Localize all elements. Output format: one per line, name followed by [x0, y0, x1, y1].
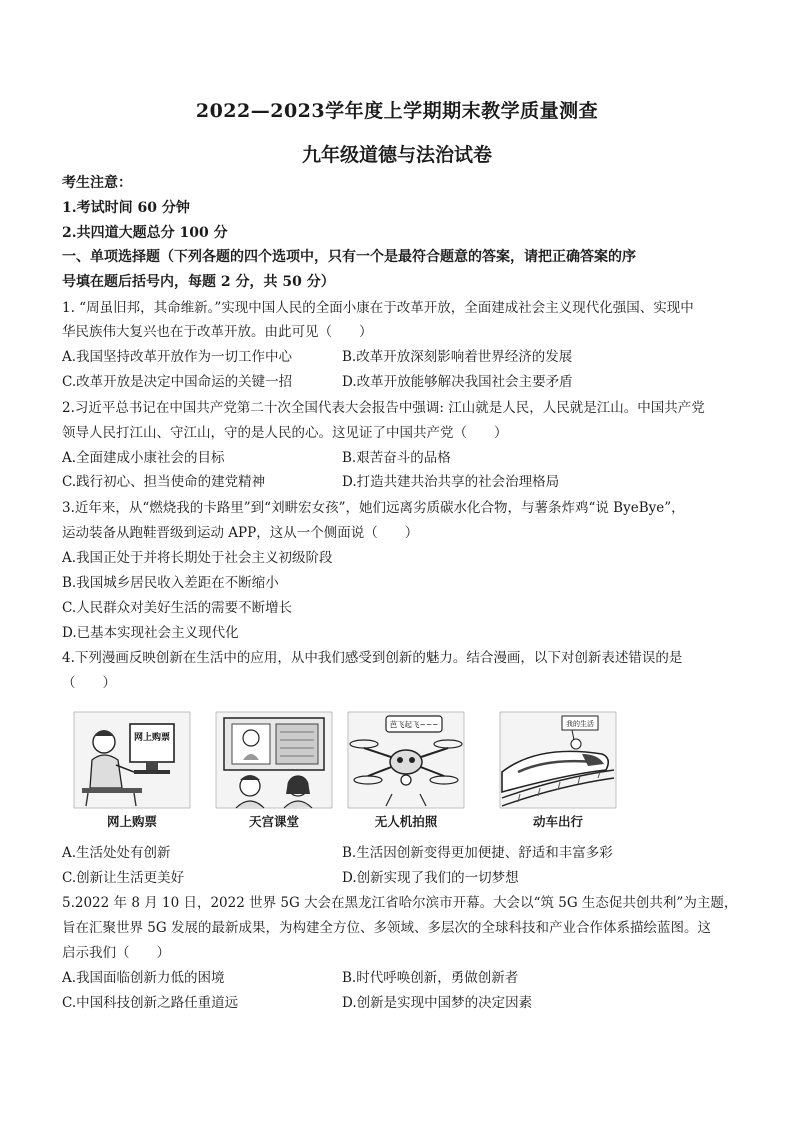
- question-3-stem: 3.近年来，从“燃烧我的卡路里”到“刘畊宏女孩”，她们远离劣质碳水化合物，与薯条炸鸡“说 ByeBye”，: [62, 500, 685, 516]
- question-1-option-d: D.改革开放能够解决我国社会主要矛盾: [342, 374, 573, 390]
- comic-3-bubble-text: 芭飞起飞~~~: [389, 720, 439, 729]
- question-4-stem-cont: （ ）: [62, 675, 116, 691]
- question-2-stem: 2.习近平总书记在中国共产党第二十次全国代表大会报告中强调: 江山就是人民，人民就是江山。中国共产党: [62, 400, 705, 416]
- comic-2-caption: 天宫课堂: [248, 814, 299, 829]
- question-2-option-b: B.艰苦奋斗的品格: [342, 450, 451, 466]
- question-2-stem-cont: 领导人民打江山、守江山，守的是人民的心。这见证了中国共产党（ ）: [62, 425, 508, 441]
- question-5-stem-cont: 旨在汇聚世界 5G 发展的最新成果，为构建全方位、多领域、多层次的全球科技和产业合作体系描绘蓝图。这: [62, 920, 711, 936]
- question-1-option-c: C.改革开放是决定中国命运的关键一招: [62, 374, 293, 390]
- section-1-heading-cont: 号填在题后括号内，每题 2 分，共 50 分）: [62, 274, 335, 290]
- question-5-stem: 5.2022 年 8 月 10 日，2022 世界 5G 大会在黑龙江省哈尔滨市开幕。大会以“筑 5G 生态促共创共利”为主题，: [62, 895, 738, 911]
- comic-4-sign-text: 我的生活: [566, 720, 594, 728]
- comic-drone-photo-image: [346, 710, 466, 810]
- question-5-option-d: D.创新是实现中国梦的决定因素: [342, 995, 533, 1011]
- question-5-option-c: C.中国科技创新之路任重道远: [62, 995, 239, 1011]
- question-5-option-a: A.我国面临创新力低的困境: [62, 970, 225, 986]
- exam-title: 2022—2023学年度上学期期末教学质量测查: [195, 100, 599, 122]
- question-2-option-a: A.全面建成小康社会的目标: [62, 450, 225, 466]
- question-4-option-a: A.生活处处有创新: [62, 845, 171, 861]
- question-3-stem-cont: 运动装备从跑鞋晋级到运动 APP，这从一个侧面说（ ）: [62, 525, 419, 541]
- question-5-option-b: B.时代呼唤创新，勇做创新者: [342, 970, 519, 986]
- section-1-heading: 一、单项选择题（下列各题的四个选项中，只有一个是最符合题意的答案，请把正确答案的序: [62, 249, 636, 265]
- comic-1-caption: 网上购票: [106, 814, 157, 829]
- question-2-option-c: C.践行初心、担当使命的建党精神: [62, 474, 266, 490]
- comic-tiangong-classroom-image: [214, 710, 334, 810]
- question-1-option-b: B.改革开放深刻影响着世界经济的发展: [342, 349, 573, 365]
- exam-subtitle: 九年级道德与法治试卷: [301, 144, 492, 166]
- question-3-option-a: A.我国正处于并将长期处于社会主义初级阶段: [62, 550, 333, 566]
- notice-item-1: 1.考试时间 60 分钟: [62, 200, 190, 216]
- comic-4-caption: 动车出行: [532, 814, 583, 829]
- question-5-stem-cont-2: 启示我们（ ）: [62, 945, 170, 961]
- question-3-option-d: D.已基本实现社会主义现代化: [62, 625, 239, 641]
- comic-1-sign-text: 网上购票: [133, 733, 171, 743]
- notice-item-2: 2.共四道大题总分 100 分: [62, 225, 228, 241]
- comic-bullet-train-image: [498, 710, 618, 810]
- question-4-stem: 4.下列漫画反映创新在生活中的应用，从中我们感受到创新的魅力。结合漫画，以下对创新表述错误的是: [62, 650, 683, 666]
- question-1-stem: 1. “周虽旧邦，其命维新。”实现中国人民的全面小康在于改革开放，全面建成社会主义现代化强国、实现中: [62, 300, 694, 316]
- question-4-option-d: D.创新实现了我们的一切梦想: [342, 870, 519, 886]
- comic-online-ticketing-image: [72, 710, 192, 810]
- question-2-option-d: D.打造共建共治共享的社会治理格局: [342, 474, 560, 490]
- notice-heading: 考生注意：: [62, 175, 132, 191]
- question-4-option-b: B.生活因创新变得更加便捷、舒适和丰富多彩: [342, 845, 613, 861]
- question-3-option-c: C.人民群众对美好生活的需要不断增长: [62, 600, 293, 616]
- question-4-option-c: C.创新让生活更美好: [62, 870, 185, 886]
- question-3-option-b: B.我国城乡居民收入差距在不断缩小: [62, 575, 279, 591]
- question-1-option-a: A.我国坚持改革开放作为一切工作中心: [62, 349, 293, 365]
- comic-3-caption: 无人机拍照: [374, 814, 438, 829]
- question-1-stem-cont: 华民族伟大复兴也在于改革开放。由此可见（ ）: [62, 324, 373, 340]
